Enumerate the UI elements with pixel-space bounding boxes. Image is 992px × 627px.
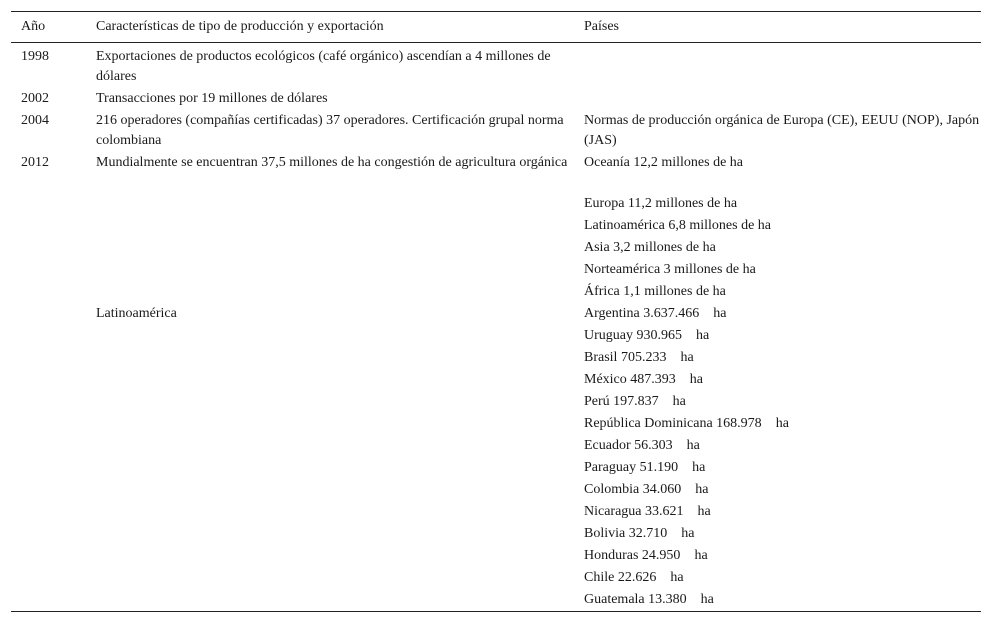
region-line: África 1,1 millones de ha	[584, 284, 726, 299]
latam-country-line	[584, 589, 981, 611]
unit-label: ha	[681, 526, 695, 541]
table-row	[11, 151, 981, 193]
table-row	[11, 109, 981, 151]
latam-country-line	[584, 369, 981, 391]
country-value: Bolivia 32.710	[584, 526, 668, 541]
country-value: Honduras 24.950	[584, 548, 681, 563]
organic-production-table	[11, 11, 981, 612]
country-value: México 487.393	[584, 372, 676, 387]
latam-country-line	[584, 501, 981, 523]
unit-label: ha	[775, 416, 789, 431]
country-value: Paraguay 51.190	[584, 460, 679, 475]
cell-year-empty	[11, 303, 86, 612]
table-row	[11, 43, 981, 88]
country-value: Nicaragua 33.621	[584, 504, 684, 519]
world-regions-cell	[574, 193, 981, 303]
cell-countries: Oceanía 12,2 millones de ha	[584, 155, 744, 170]
table-header-row	[11, 12, 981, 43]
table-row	[11, 303, 981, 612]
cell-year: 1998	[21, 49, 49, 64]
latam-country-line	[584, 479, 981, 501]
unit-label: ha	[700, 592, 714, 607]
cell-characteristics-empty	[86, 193, 574, 303]
region-line: Asia 3,2 millones de ha	[584, 240, 716, 255]
country-value: Ecuador 56.303	[584, 438, 673, 453]
unit-label: ha	[695, 482, 709, 497]
cell-year: 2002	[21, 91, 49, 106]
unit-label: ha	[672, 394, 686, 409]
latam-country-line	[584, 391, 981, 413]
cell-characteristics: 216 operadores (compañías certificadas) 37 operadores. Certificación grupal norma colombiana	[96, 113, 564, 148]
data-table-container	[11, 11, 981, 612]
region-line: Europa 11,2 millones de ha	[584, 196, 738, 211]
unit-label: ha	[696, 328, 710, 343]
header-countries: Países	[574, 12, 981, 43]
table-row	[11, 193, 981, 303]
region-line: Norteamérica 3 millones de ha	[584, 262, 756, 277]
unit-label: ha	[670, 570, 684, 585]
latam-country-line	[584, 303, 981, 325]
latam-label: Latinoamérica	[86, 303, 574, 612]
unit-label: ha	[680, 350, 694, 365]
cell-countries: Normas de producción orgánica de Europa (CE), EEUU (NOP), Japón (JAS)	[584, 113, 980, 148]
table-row	[11, 87, 981, 109]
country-value: Uruguay 930.965	[584, 328, 682, 343]
cell-year: 2012	[21, 155, 49, 170]
cell-year: 2004	[21, 113, 49, 128]
latam-country-line	[584, 413, 981, 435]
unit-label: ha	[694, 548, 708, 563]
unit-label: ha	[697, 504, 711, 519]
cell-characteristics: Mundialmente se encuentran 37,5 millones de ha congestión de agricultura orgánica	[96, 155, 568, 170]
cell-characteristics: Transacciones por 19 millones de dólares	[96, 91, 328, 106]
cell-year-empty	[11, 193, 86, 303]
latam-countries-cell	[574, 303, 981, 612]
latam-country-line	[584, 325, 981, 347]
latam-country-line	[584, 567, 981, 589]
latam-country-line	[584, 457, 981, 479]
country-value: Chile 22.626	[584, 570, 657, 585]
header-characteristics: Características de tipo de producción y exportación	[86, 12, 574, 43]
country-value: Colombia 34.060	[584, 482, 682, 497]
unit-label: ha	[689, 372, 703, 387]
header-year: Año	[11, 12, 86, 43]
country-value: Argentina 3.637.466	[584, 306, 700, 321]
unit-label: ha	[686, 438, 700, 453]
latam-country-line	[584, 435, 981, 457]
latam-country-line	[584, 523, 981, 545]
cell-countries	[574, 87, 981, 109]
cell-characteristics: Exportaciones de productos ecológicos (café orgánico) ascendían a 4 millones de dólares	[96, 49, 551, 84]
unit-label: ha	[713, 306, 727, 321]
country-value: Perú 197.837	[584, 394, 659, 409]
country-value: República Dominicana 168.978	[584, 416, 762, 431]
latam-country-line	[584, 545, 981, 567]
unit-label: ha	[692, 460, 706, 475]
region-line: Latinoamérica 6,8 millones de ha	[584, 218, 771, 233]
country-value: Guatemala 13.380	[584, 592, 687, 607]
cell-countries	[574, 43, 981, 88]
latam-country-line	[584, 347, 981, 369]
country-value: Brasil 705.233	[584, 350, 667, 365]
